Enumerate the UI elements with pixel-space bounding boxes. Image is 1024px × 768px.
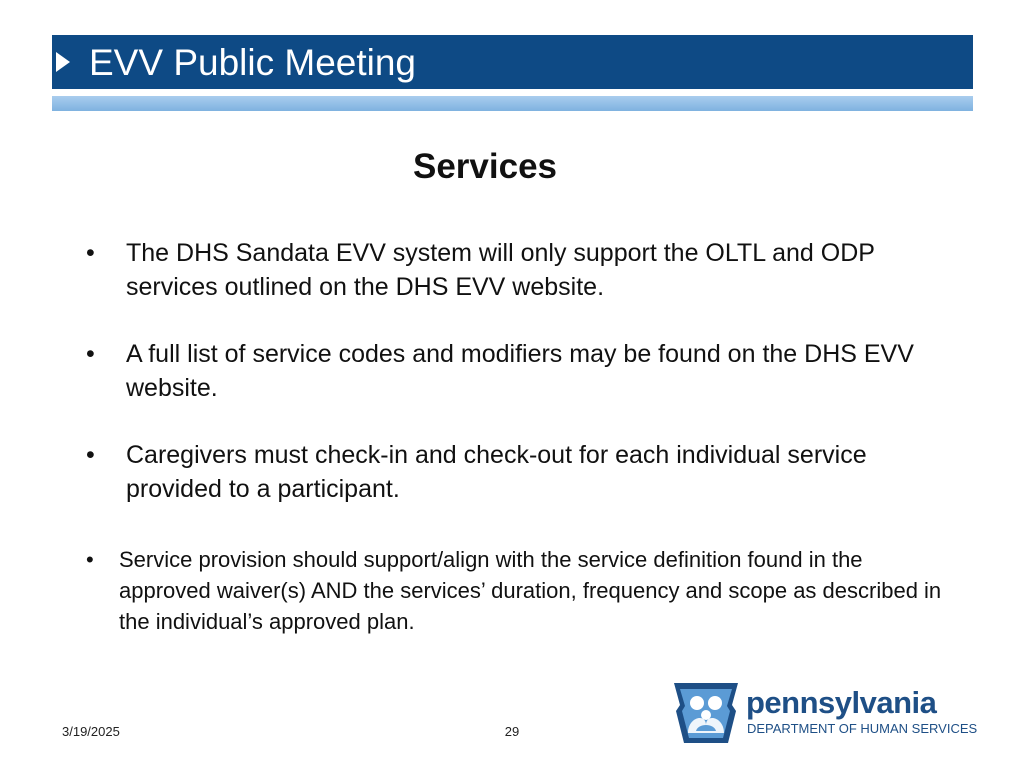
bullet-text: The DHS Sandata EVV system will only support the OLTL and ODP services outlined on the DHS EVV website. bbox=[126, 239, 875, 301]
bullet-item bbox=[82, 438, 942, 506]
header-arrow-icon bbox=[56, 52, 70, 72]
bullet-text: A full list of service codes and modifiers may be found on the DHS EVV website. bbox=[126, 340, 914, 402]
keystone-family-icon bbox=[672, 681, 740, 745]
bullet-icon: • bbox=[86, 340, 95, 368]
page-number: 29 bbox=[504, 724, 520, 739]
bullet-icon: • bbox=[86, 239, 95, 267]
header-title: EVV Public Meeting bbox=[89, 42, 417, 83]
bullet-text: Service provision should support/align with the service definition found in the approved waiver(s) AND the services’ duration, frequency and scope as described in the individual’s approved plan. bbox=[119, 547, 942, 634]
bullet-item bbox=[82, 337, 942, 405]
slide-title: Services bbox=[412, 147, 558, 186]
bullet-icon: • bbox=[86, 441, 95, 469]
footer-date: 3/19/2025 bbox=[62, 724, 120, 739]
bullet-list bbox=[82, 236, 942, 637]
bullet-icon: • bbox=[86, 547, 94, 572]
bullet-item bbox=[82, 544, 942, 637]
logo-department: DEPARTMENT OF HUMAN SERVICES bbox=[747, 721, 978, 736]
logo-name: pennsylvania bbox=[746, 685, 937, 720]
bullet-text: Caregivers must check-in and check-out for each individual service provided to a participant. bbox=[126, 441, 867, 503]
bullet-item bbox=[82, 236, 942, 304]
header-stripe bbox=[52, 96, 973, 111]
